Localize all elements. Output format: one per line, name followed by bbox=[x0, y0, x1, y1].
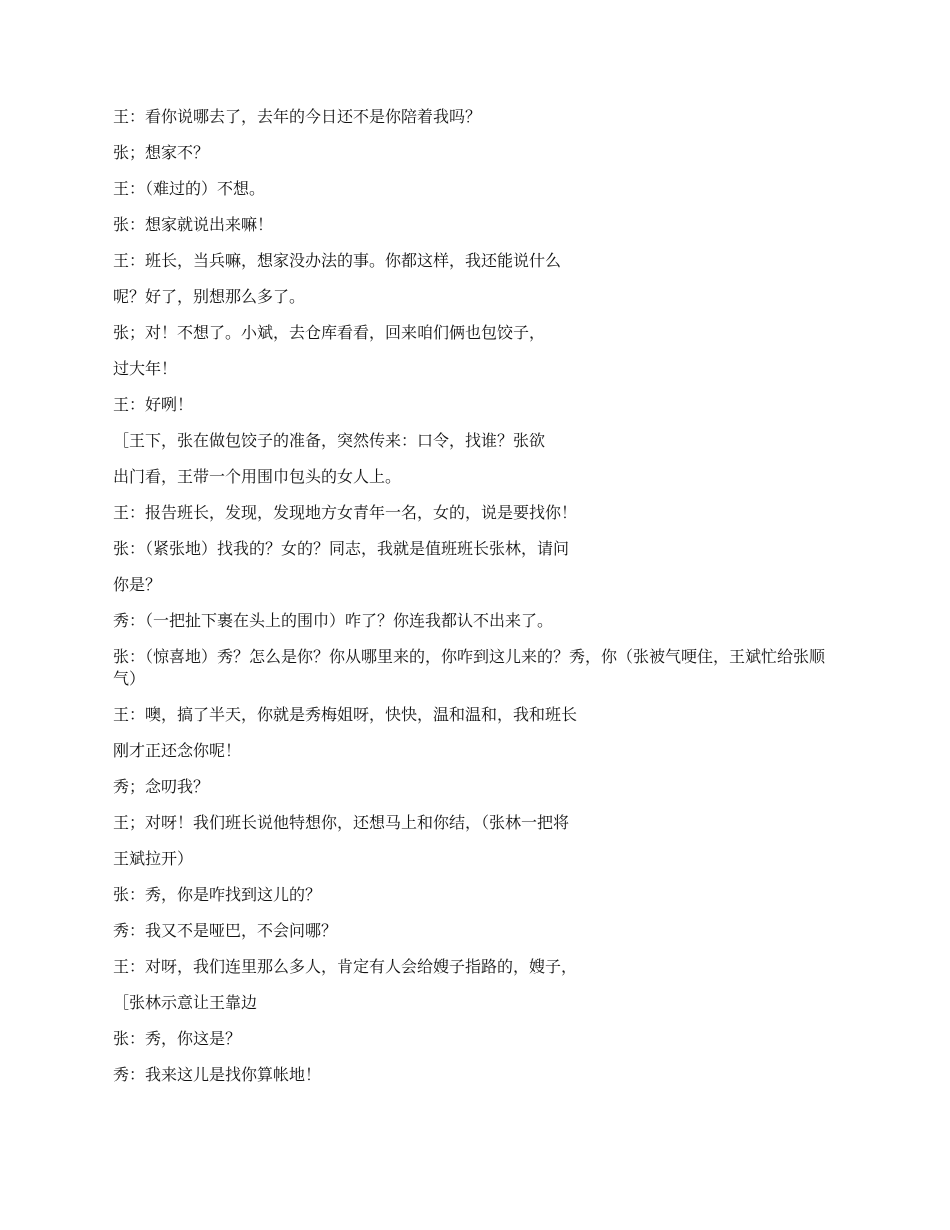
dialogue-line: 秀；念叨我？ bbox=[113, 777, 210, 796]
dialogue-line: 张：想家就说出来嘛！ bbox=[113, 215, 274, 234]
dialogue-line: 张：秀，你这是？ bbox=[113, 1029, 242, 1048]
dialogue-line: 王：对呀，我们连里那么多人，肯定有人会给嫂子指路的，嫂子， bbox=[113, 957, 578, 976]
script-dialogue bbox=[113, 106, 843, 1100]
stage-direction: ［王下，张在做包饺子的准备，突然传来：口令，找谁？张欲 bbox=[113, 431, 546, 450]
stage-direction: ［张林示意让王靠边 bbox=[113, 993, 258, 1012]
dialogue-line: 张；对！不想了。小斌，去仓库看看，回来咱们俩也包饺子， bbox=[113, 323, 546, 342]
dialogue-line: 呢？好了，别想那么多了。 bbox=[113, 287, 306, 306]
dialogue-line: 过大年！ bbox=[113, 359, 178, 378]
dialogue-line: 秀：我又不是哑巴，不会问哪？ bbox=[113, 921, 338, 940]
dialogue-line: 王：（难过的）不想。 bbox=[113, 179, 266, 198]
dialogue-line: 张：（惊喜地）秀？怎么是你？你从哪里来的，你咋到这儿来的？秀，你（张被气哽住，王斌忙给张顺气） bbox=[113, 647, 826, 688]
dialogue-line: 王：噢，搞了半天，你就是秀梅姐呀，快快，温和温和，我和班长 bbox=[113, 705, 578, 724]
dialogue-line: 刚才正还念你呢！ bbox=[113, 741, 242, 760]
dialogue-line: 王：班长，当兵嘛，想家没办法的事。你都这样，我还能说什么 bbox=[113, 251, 562, 270]
dialogue-line: 你是？ bbox=[113, 575, 162, 594]
dialogue-line: 王；对呀！我们班长说他特想你，还想马上和你结，（张林一把将 bbox=[113, 813, 570, 832]
dialogue-line: 秀：我来这儿是找你算帐地！ bbox=[113, 1065, 322, 1084]
stage-direction: 出门看，王带一个用围巾包头的女人上。 bbox=[113, 467, 402, 486]
dialogue-line: 王斌拉开） bbox=[113, 849, 194, 868]
dialogue-line: 秀：（一把扯下裹在头上的围巾）咋了？你连我都认不出来了。 bbox=[113, 611, 554, 630]
dialogue-line: 王：看你说哪去了，去年的今日还不是你陪着我吗？ bbox=[113, 107, 482, 126]
dialogue-line: 王：好咧！ bbox=[113, 395, 194, 414]
dialogue-line: 张：（紧张地）找我的？女的？同志，我就是值班班长张林，请问 bbox=[113, 539, 570, 558]
dialogue-line: 王：报告班长，发现，发现地方女青年一名，女的，说是要找你！ bbox=[113, 503, 578, 522]
dialogue-line: 张：秀，你是咋找到这儿的？ bbox=[113, 885, 322, 904]
dialogue-line: 张；想家不？ bbox=[113, 143, 210, 162]
